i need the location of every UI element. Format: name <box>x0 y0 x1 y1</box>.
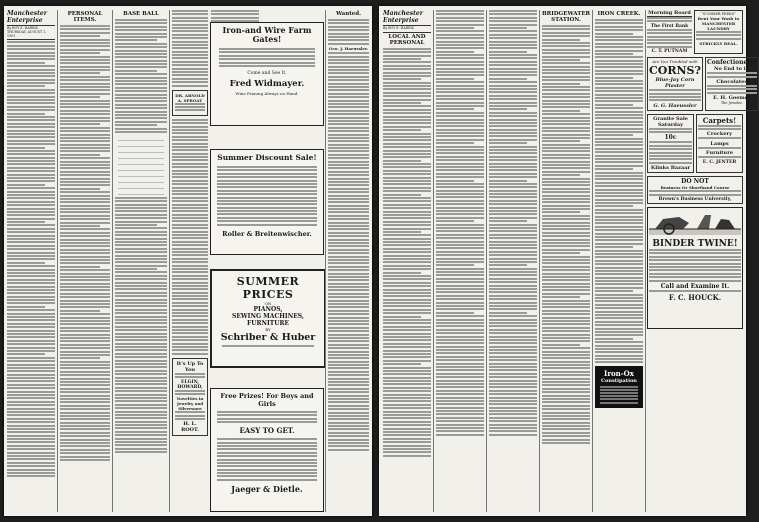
confectionery-ad <box>705 57 759 111</box>
jaeger-firm: Jaeger & Dietle. <box>231 483 303 494</box>
article-text <box>489 10 537 436</box>
brand-elgin: ELGIN, <box>181 379 199 385</box>
summer-discount-ad <box>210 149 324 255</box>
box-score-table <box>118 135 165 195</box>
dentist-ad <box>172 90 208 116</box>
easy-to-get: EASY TO GET. <box>239 426 295 436</box>
binder-twine-title: BINDER TWINE! <box>652 238 738 249</box>
item-sewing: SEWING MACHINES, <box>232 313 304 320</box>
iron-ox-ad <box>595 366 643 407</box>
root-firm: H. L. ROOT. <box>181 421 199 434</box>
free-prizes-title: Free Prizes! For Boys and Girls <box>220 392 314 408</box>
baseball-heading: BASE BALL <box>123 11 159 17</box>
no-end: No End to it. <box>713 66 750 73</box>
brand-howard: HOWARD, <box>177 384 203 390</box>
right-newspaper-page <box>379 6 757 516</box>
iron-ox-sub: Constipation <box>601 378 637 385</box>
right-ads-column <box>647 10 757 512</box>
bridgewater-heading: BRIDGEWATER STATION. <box>542 11 591 23</box>
call-examine: Call and Examine It. <box>660 282 730 290</box>
personal-items-heading: PERSONAL ITEMS. <box>67 11 103 23</box>
by-label: BY <box>265 327 271 332</box>
do-not-ad <box>647 176 743 204</box>
furniture-label: Furniture <box>705 150 734 157</box>
masthead-publisher-right: By ROY E. HARRIS <box>383 26 414 30</box>
corns-plaster: Blue-Jay Corn Plaster <box>655 77 695 90</box>
local-personal-heading: LOCAL AND PERSONAL <box>388 33 426 46</box>
first-bank-title: The First Bank <box>650 23 689 29</box>
on-label: ON <box>264 301 272 306</box>
widmayer-name: Fred Widmayer. <box>229 78 305 89</box>
article-text <box>7 41 55 477</box>
klinks-firm: Klinks Bazaar <box>650 165 691 172</box>
crockery-label: Crockery <box>706 131 733 138</box>
article-text <box>542 25 590 444</box>
granite-sale-ad <box>647 114 694 174</box>
left-col-6 <box>328 10 369 512</box>
come-see: Come and See It. <box>247 70 287 76</box>
left-col-3 <box>115 10 167 512</box>
granite-price: 10c <box>664 134 677 142</box>
widmayer-tag: Wine Pruning Always on Hand. <box>235 90 299 96</box>
haeussler-name: Geo. J. Haeussler. <box>328 46 369 52</box>
left-newspaper-page <box>4 6 372 516</box>
laundry-title: Rent Your Wash to MANCHESTER LAUNDRY <box>697 16 740 31</box>
right-col-1 <box>383 10 431 512</box>
right-col-4 <box>542 10 590 512</box>
do-not-title: DO NOT <box>681 178 709 186</box>
dentist-title: DR. ARNOLD A. SPROAT <box>175 92 205 103</box>
item-furniture: FURNITURE <box>246 320 290 327</box>
article-text <box>172 119 208 355</box>
morning-board-title: Morning Board <box>648 10 691 16</box>
first-bank-block <box>647 10 692 54</box>
schriber-firm: Schriber & Huber <box>220 332 316 343</box>
corns-firm: G. G. Haeussler <box>653 102 697 109</box>
granite-title: Granite Sale Saturday <box>653 115 688 128</box>
corns-question: Are You Troubled with <box>652 59 698 65</box>
article-text <box>115 197 167 453</box>
article-text <box>436 10 484 436</box>
carpets-title: Carpets! <box>702 115 737 125</box>
putnam-name: C. T. PUTNAM <box>651 49 688 55</box>
classified-text <box>328 52 369 451</box>
confectionery-title: Confectionery! <box>706 59 757 67</box>
do-not-sub: Business Or Shorthand Course <box>660 185 730 191</box>
roller-firm: Roller & Breitenwischer. <box>222 229 312 238</box>
binder-twine-ad <box>647 207 743 329</box>
masthead-publisher: By ROY E. HARRIS <box>7 26 38 30</box>
article-text <box>172 10 208 87</box>
article-text <box>115 19 167 133</box>
summer-prices-ad <box>210 269 326 368</box>
jeweler-sub: The Jeweler. <box>720 101 743 106</box>
houck-firm: F. C. HOUCK. <box>668 293 722 303</box>
corns-big: CORNS? <box>649 64 701 78</box>
its-up-to-you-ad <box>172 358 208 437</box>
masthead-title: Manchester Enterprise <box>7 10 47 24</box>
goemer-firm: E. H. Goemer <box>713 95 751 102</box>
jenter-firm: E. C. JENTER <box>702 159 737 165</box>
left-col-2 <box>60 10 110 512</box>
novelties-text: Novelties in Jewelry and Silverware <box>176 396 204 412</box>
morning-board-sub: “SUMMER PEEKS” <box>701 12 736 16</box>
left-col-1 <box>7 10 55 512</box>
article-text <box>60 25 110 461</box>
right-col-3 <box>489 10 537 512</box>
iron-creek-heading: IRON CREEK. <box>597 11 641 17</box>
article-text <box>383 48 431 457</box>
corns-ad <box>647 57 703 111</box>
article-text <box>595 19 643 363</box>
laundry-sub: STRICKLY REAL. <box>699 41 738 47</box>
summer-prices-title: SUMMER PRICES <box>236 275 300 301</box>
carpets-ad <box>696 114 743 174</box>
its-up-title: It's Up To You <box>176 360 204 373</box>
lamps-label: Lamps <box>710 140 729 147</box>
laundry-ad <box>694 10 743 54</box>
right-col-2 <box>436 10 484 512</box>
item-pianos: PIANOS, <box>253 306 283 313</box>
classified-text <box>328 19 369 45</box>
right-col-5 <box>595 10 643 512</box>
farm-gates-ad <box>210 22 324 126</box>
free-prizes-ad <box>210 388 324 512</box>
iron-ox-title: Iron-Ox <box>604 369 634 379</box>
masthead-date: THURSDAY, AUGUST 1, 1901 <box>7 29 47 38</box>
masthead-title-right: Manchester Enterprise <box>383 10 423 24</box>
chocolates: Chocolates <box>716 78 748 85</box>
reaper-illustration <box>649 209 741 235</box>
wanted-heading: Wanted. <box>335 11 362 17</box>
summer-discount-title: Summer Discount Sale! <box>217 153 317 162</box>
left-col-4 <box>172 10 208 512</box>
farm-gates-title: Iron-and Wire Farm Gates! <box>222 25 312 44</box>
brown-university: Brown's Business University, <box>658 196 732 202</box>
